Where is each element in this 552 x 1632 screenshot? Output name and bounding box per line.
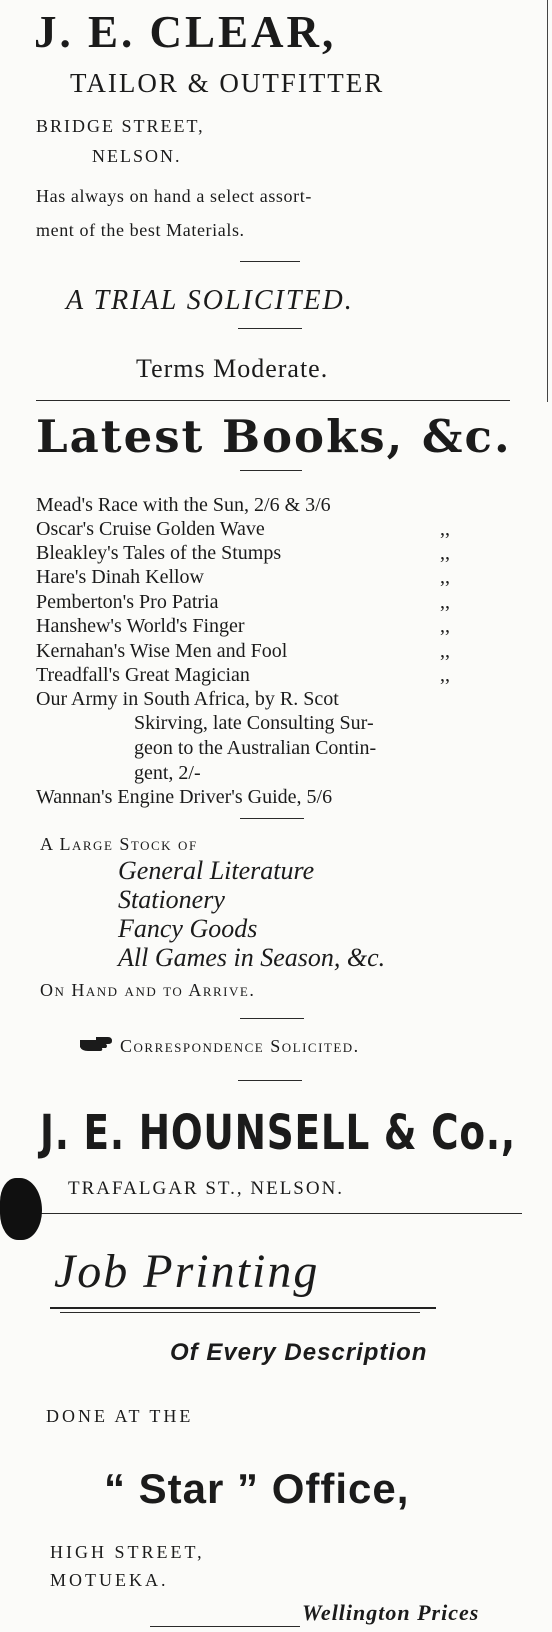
trial-solicited: A TRIAL SOLICITED. <box>66 285 354 316</box>
ink-blot <box>0 1178 42 1240</box>
ditto-mark: ,, <box>440 542 450 564</box>
ditto-mark: ,, <box>440 615 450 637</box>
ditto-mark: ,, <box>440 640 450 662</box>
army-book-line3: geon to the Australian Contin- <box>134 737 377 759</box>
clear-desc-line1: Has always on hand a select assort- <box>36 186 312 206</box>
pointing-hand-icon <box>78 1034 114 1059</box>
wellington-prices: Wellington Prices <box>302 1600 480 1625</box>
title-underline <box>50 1307 436 1309</box>
footer-rule <box>150 1626 300 1627</box>
book-item: Treadfall's Great Magician <box>36 664 250 686</box>
star-office: “ Star ” Office, <box>104 1465 410 1512</box>
column-rule <box>547 0 548 402</box>
book-item: Pemberton's Pro Patria <box>36 591 219 613</box>
correspondence-solicited: Correspondence Solicited. <box>120 1036 360 1056</box>
job-printing-title: Job Printing <box>54 1245 320 1298</box>
ditto-mark: ,, <box>440 518 450 540</box>
office-street: HIGH STREET, <box>50 1542 205 1562</box>
title-underline <box>60 1312 420 1313</box>
ad-separator <box>36 1213 522 1214</box>
book-item: Hanshew's World's Finger <box>36 615 245 637</box>
divider <box>240 261 300 262</box>
divider <box>238 328 302 329</box>
ditto-mark: ,, <box>440 664 450 686</box>
clear-town: NELSON. <box>92 146 182 166</box>
stock-item: All Games in Season, &c. <box>118 943 386 972</box>
clear-desc-line2: ment of the best Materials. <box>36 220 245 240</box>
ad-separator <box>36 400 510 401</box>
every-description: Of Every Description <box>170 1339 428 1366</box>
on-hand: On Hand and to Arrive. <box>40 980 256 1000</box>
clear-street: BRIDGE STREET, <box>36 116 205 136</box>
book-item: Kernahan's Wise Men and Fool <box>36 640 288 662</box>
divider <box>240 470 302 471</box>
divider <box>240 818 304 819</box>
book-item: Bleakley's Tales of the Stumps <box>36 542 282 564</box>
book-item: Hare's Dinah Kellow <box>36 566 204 588</box>
done-at-the: DONE AT THE <box>46 1406 194 1426</box>
army-book-line4: gent, 2/- <box>134 762 201 784</box>
stock-item: General Literature <box>118 856 315 885</box>
clear-name: J. E. CLEAR, <box>34 7 337 57</box>
firm-name: J. E. HOUNSELL & Co., <box>40 1105 516 1161</box>
army-book-line1: Our Army in South Africa, by R. Scot <box>36 688 339 710</box>
terms-moderate: Terms Moderate. <box>136 354 329 383</box>
divider <box>238 1080 302 1081</box>
books-title: Latest Books, &c. <box>36 410 512 463</box>
firm-address: TRAFALGAR ST., NELSON. <box>68 1178 345 1199</box>
office-town: MOTUEKA. <box>50 1570 169 1590</box>
army-book-line2: Skirving, late Consulting Sur- <box>134 712 374 734</box>
stock-item: Fancy Goods <box>118 914 258 943</box>
wannan-book: Wannan's Engine Driver's Guide, 5/6 <box>36 786 333 808</box>
book-item: Mead's Race with the Sun, 2/6 & 3/6 <box>36 494 331 516</box>
divider <box>240 1018 304 1019</box>
stock-item: Stationery <box>118 885 225 914</box>
clear-trade: TAILOR & OUTFITTER <box>70 68 385 98</box>
stock-intro: A Large Stock of <box>40 834 198 854</box>
ditto-mark: ,, <box>440 566 450 588</box>
ditto-mark: ,, <box>440 591 450 613</box>
book-item: Oscar's Cruise Golden Wave <box>36 518 265 540</box>
